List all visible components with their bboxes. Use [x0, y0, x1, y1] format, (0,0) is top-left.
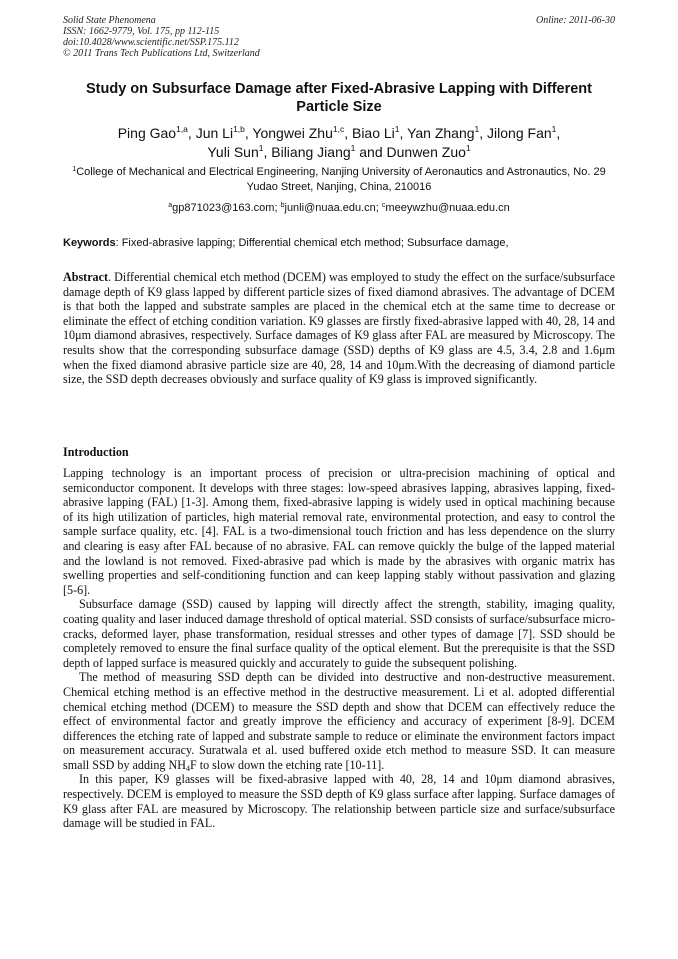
- email-link[interactable]: meeywzhu@nuaa.edu.cn: [385, 202, 510, 214]
- journal-issn: ISSN: 1662-9779, Vol. 175, pp 112-115: [63, 26, 220, 37]
- affiliation: $^1$College of Mechanical and Electrical Engineering, Nanjing University of Aeronautics and Astronautics, No. 29 Yudao Street, Nanjing, China, 210016: [72, 166, 606, 193]
- author: Jun Li$^{1,b}$,: [195, 124, 253, 141]
- author: Biliang Jiang$^1$ and: [271, 143, 387, 160]
- author: Ping Gao$^{1,a}$,: [117, 124, 196, 141]
- paragraph: Lapping technology is an important process of precision or ultra-precision machining of optical and semiconductor component. It develops with three stages: low-speed abrasives lapping, abrasives lapping, fixed-abrasive lapping (FAL) [1-3]. Among them, fixed-abrasive lapping is widely used in optical machining because of its high utilization of particles, high material removal rate, environmental protection, and easy to control the sample surface quality, etc. [4]. FAL is a two-dimensional touch friction and has less dependence on the slurry and clearing is easy after FAL because of no abrasive. FAL can remove quickly the bulge of the lapped material and the lowland is not removed. Fixed-abrasive pad which is made by the abrasives with organic matrix has swelling properties and self-conditioning function and can keep lapping stably without passivation and glazing [5-6].: [63, 466, 615, 597]
- journal-header: [63, 15, 615, 59]
- abstract-text: . Differential chemical etch method (DCEM) was employed to study the effect on the surface/subsurface damage depth of K9 glass lapped by different particle sizes of fixed diamond abrasives. The advantage of DCEM is that both the lapped and substrate samples are placed in the chemical etch at the same time to decrease or eliminate the effect of etching condition variation. K9 glasses are firstly fixed-abrasive lapped with 40, 28, 14 and 10μm diamond abrasives, respectively. Surface damages of K9 glass after FAL are measured by Microscopy. The results show that the corresponding subsurface damage (SSD) depths of K9 glass are 4.5, 3.4, 2.8 and 1.6μm when the fixed diamond abrasive particle size are 40, 28, 14 and 10μm.With the decreasing of diamond particle size, the SSD depth decreases obviously and surface quality of K9 glass is improved significantly.: [63, 270, 615, 387]
- paragraph: In this paper, K9 glasses will be fixed-abrasive lapped with 40, 28, 14 and 10μm diamond abrasives, respectively. DCEM is employed to measure the SSD depth of K9 glass surface after lapping. Surface damages of K9 glass after FAL are measured by Microscopy. The relationship between particle size and surface/subsurface damage will be studied in FAL.: [63, 772, 615, 831]
- author: Yuli Sun$^1$,: [207, 143, 272, 160]
- author: Yan Zhang$^1$,: [407, 124, 488, 141]
- paragraph: The method of measuring SSD depth can be divided into destructive and non-destructive measurement. Chemical etching method is an effective method in the destructive measurement. Li et al. adopted differential chemical etching method (DCEM) to measure the SSD depth and show that DCEM can effectively reduce the effect of environmental factor and greatly improve the efficiency and accuracy of experiment [8-9]. DCEM differences the etching rate of lapped and substrate sample to reduce or eliminate the environment factors impact on measurement accuracy. Suratwala et al. used buffered oxide etch method to measure SSD. It can measure small SSD by adding $NH_4F$ to slow down the etching rate [10-11].: [63, 670, 615, 773]
- paper-title: Study on Subsurface Damage after Fixed-Abrasive Lapping with Different Particle Size: [86, 81, 592, 115]
- journal-doi: doi:10.4028/www.scientific.net/SSP.175.112: [63, 37, 239, 48]
- abstract-label: Abstract: [63, 270, 109, 284]
- introduction-body: [63, 466, 615, 831]
- journal-name: Solid State Phenomena: [63, 15, 156, 26]
- online-date: Online: 2011-06-30: [536, 15, 615, 26]
- keywords-label: Keywords: [63, 237, 116, 249]
- author: Biao Li$^1$,: [351, 124, 408, 141]
- author-emails: $^a$gp871023@163.com; $^b$junli@nuaa.edu.cn; $^c$meeywzhu@nuaa.edu.cn: [168, 202, 510, 214]
- keywords: Keywords: Fixed-abrasive lapping; Differential chemical etch method; Subsurface damage,: [63, 237, 509, 249]
- email-link[interactable]: gp871023@163.com: [172, 202, 275, 214]
- abstract: [63, 270, 615, 387]
- author: Dunwen Zuo$^1$: [386, 143, 471, 160]
- section-heading-introduction: Introduction: [63, 445, 129, 459]
- author: Yongwei Zhu$^{1,c}$,: [252, 124, 352, 141]
- author-list: [63, 124, 615, 162]
- email-link[interactable]: junli@nuaa.edu.cn: [284, 202, 376, 214]
- journal-copyright: © 2011 Trans Tech Publications Ltd, Switzerland: [63, 48, 260, 59]
- paragraph: Subsurface damage (SSD) caused by lapping will directly affect the strength, stability, imaging quality, coating quality and laser induced damage threshold of optical material. SSD consists of surface/subsurface micro-cracks, deformed layer, phase transformation, residual stresses and other types of damage [7]. SSD should be completely removed to ensure the final surface quality of the optical element. But the prerequisite is that the SSD depth of lapped surface is measured quickly and accurately to guide the subsequent polishing.: [63, 597, 615, 670]
- author: Jilong Fan$^1$,: [487, 124, 561, 141]
